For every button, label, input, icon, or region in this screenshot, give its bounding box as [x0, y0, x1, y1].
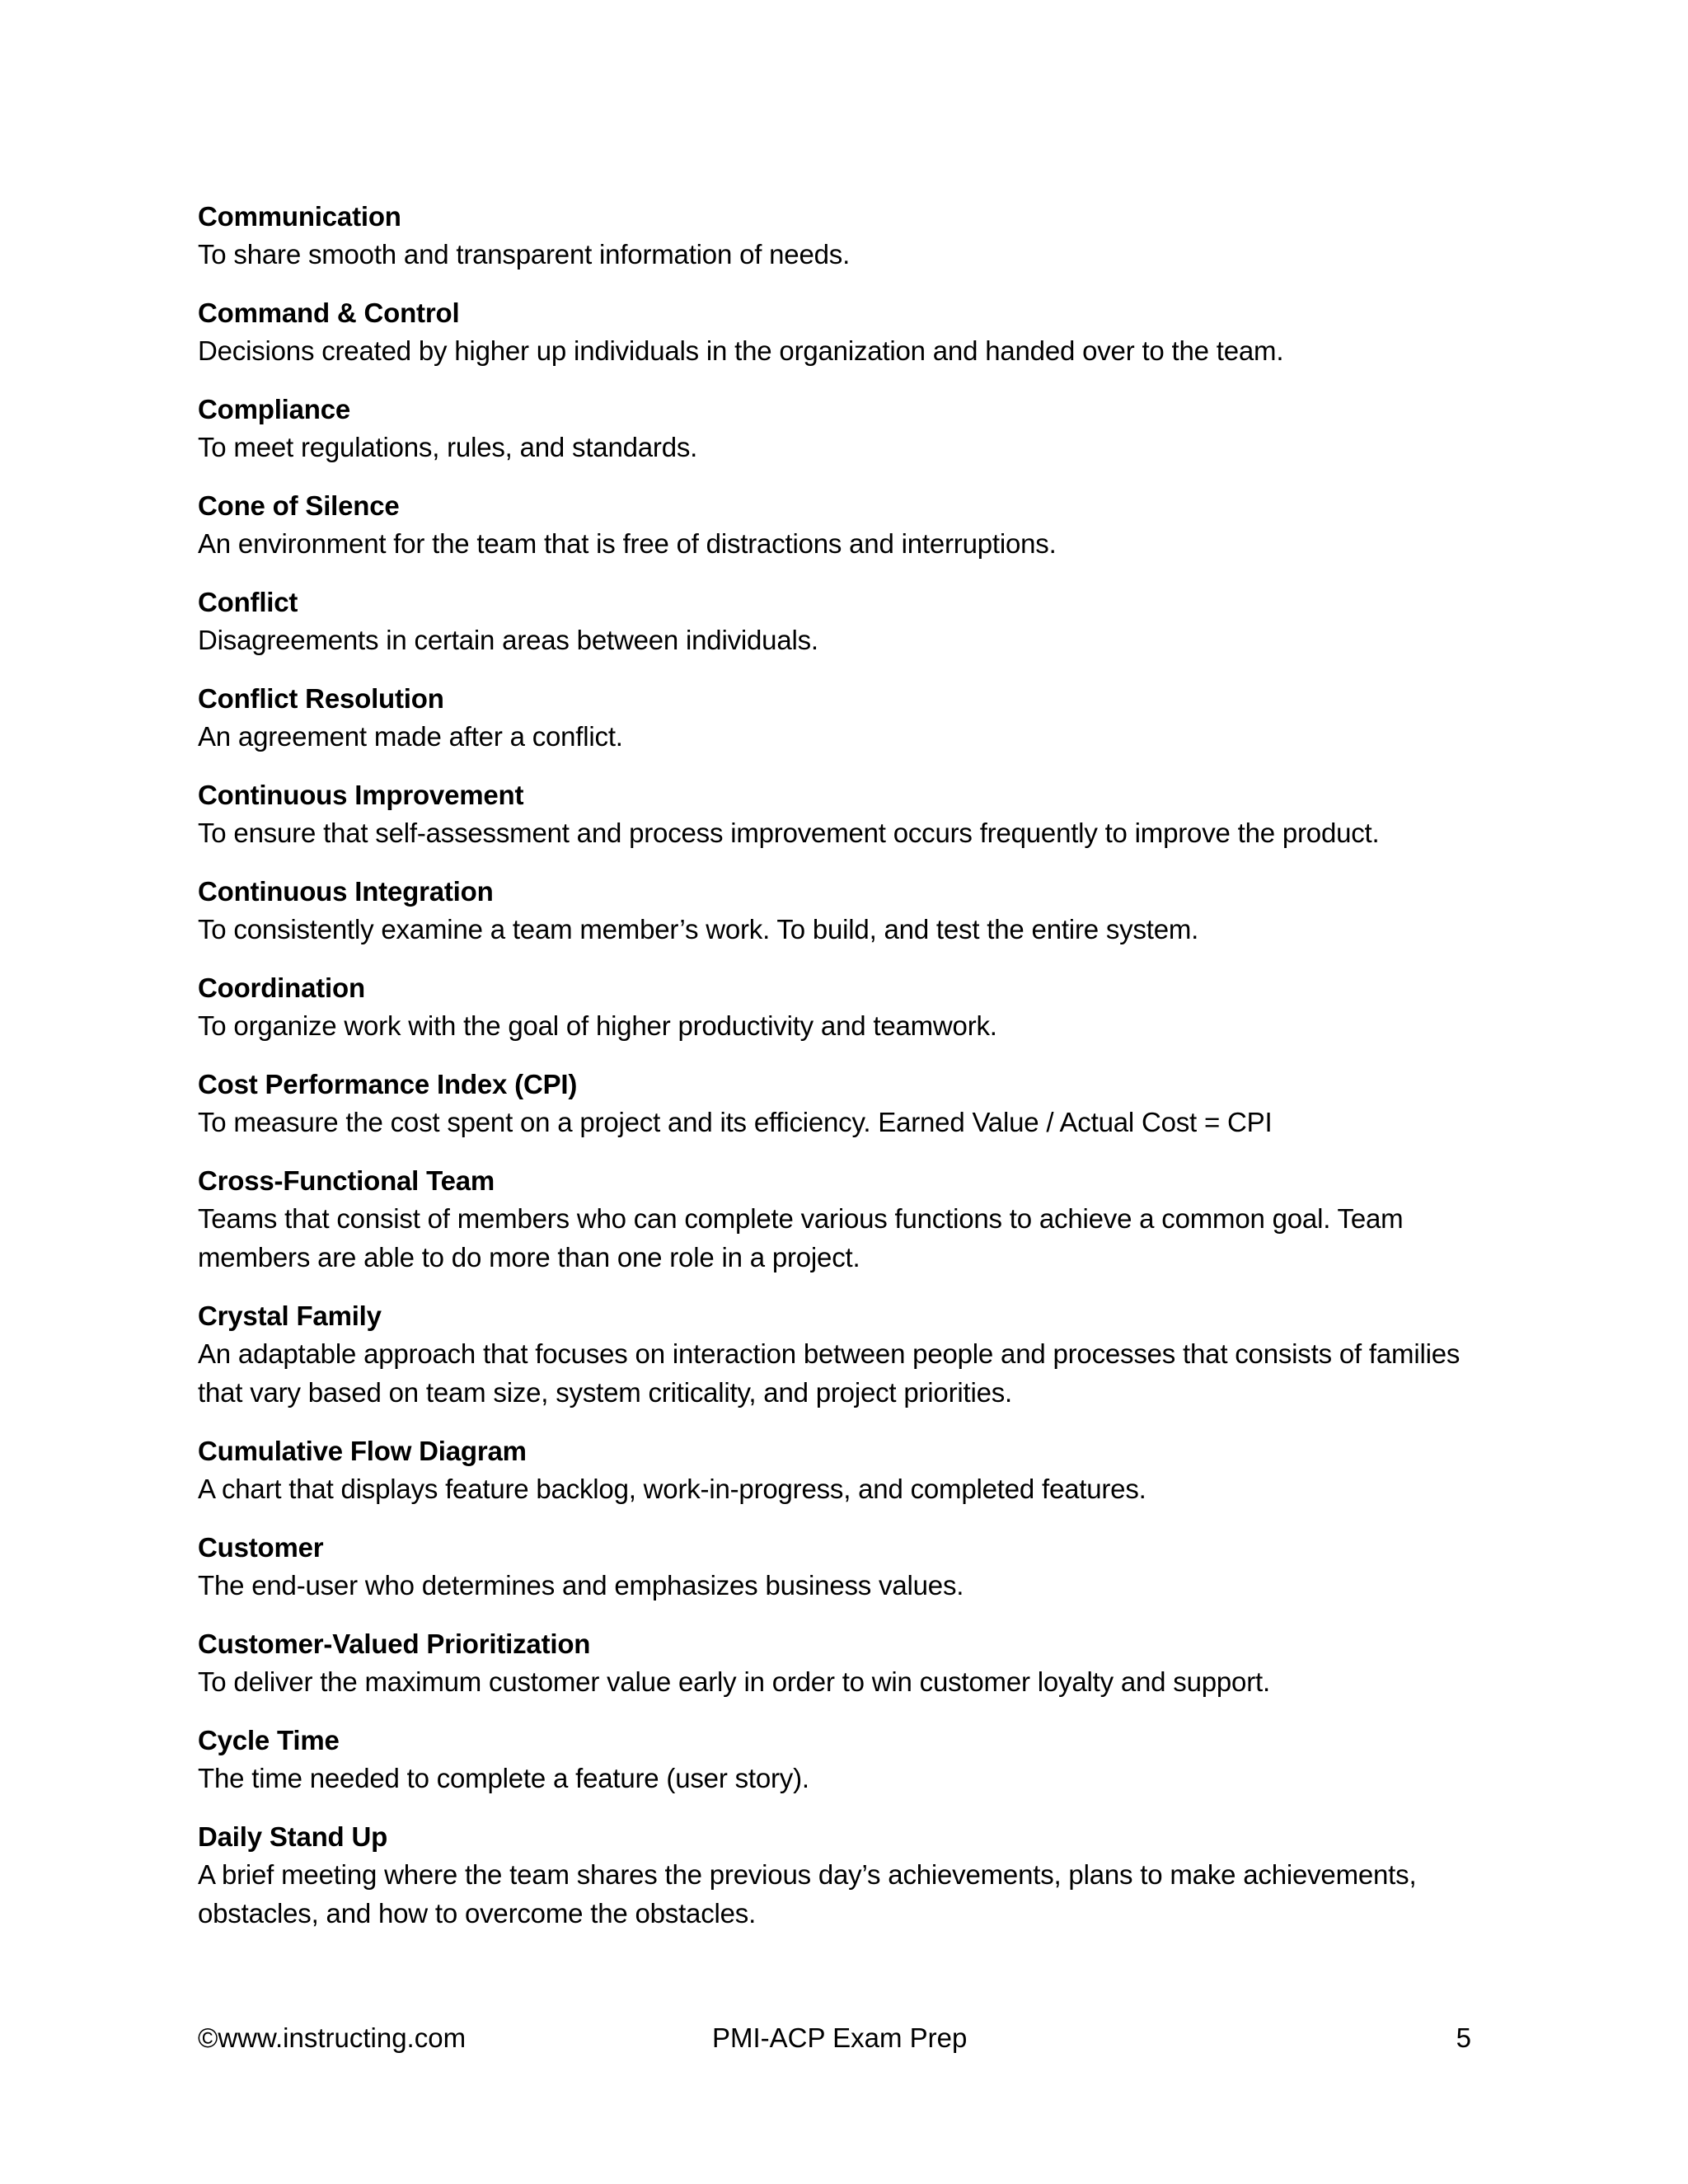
glossary-entry	[198, 1529, 1484, 1605]
glossary-definition: To organize work with the goal of higher productivity and teamwork.	[198, 1010, 997, 1041]
glossary-entry	[198, 776, 1484, 852]
glossary-term: Continuous Integration	[198, 876, 494, 907]
glossary-term: Cumulative Flow Diagram	[198, 1436, 527, 1466]
page-number: 5	[1456, 2022, 1471, 2053]
glossary-entry	[198, 583, 1484, 659]
glossary-definition: Decisions created by higher up individuals in the organization and handed over to the team.	[198, 335, 1284, 366]
glossary-term: Customer-Valued Prioritization	[198, 1629, 591, 1659]
glossary-definition: To consistently examine a team member’s work. To build, and test the entire system.	[198, 914, 1199, 944]
glossary-entry	[198, 1722, 1484, 1797]
glossary-term: Conflict Resolution	[198, 683, 444, 714]
glossary-definition: The end-user who determines and emphasizes business values.	[198, 1570, 964, 1601]
glossary-definition: To meet regulations, rules, and standards.	[198, 432, 698, 462]
glossary-definition: Teams that consist of members who can complete various functions to achieve a common goal. Team members are able to do more than one role in a project.	[198, 1203, 1404, 1272]
glossary-entry	[198, 1066, 1484, 1141]
glossary-definition: An agreement made after a conflict.	[198, 721, 623, 752]
glossary-definition: A chart that displays feature backlog, work-in-progress, and completed features.	[198, 1474, 1146, 1504]
footer-title: PMI-ACP Exam Prep	[712, 2022, 968, 2053]
glossary-definition: An environment for the team that is free of distractions and interruptions.	[198, 528, 1057, 559]
glossary-term: Command & Control	[198, 298, 460, 328]
glossary-definition: To share smooth and transparent information of needs.	[198, 239, 851, 269]
glossary-definition: An adaptable approach that focuses on interaction between people and processes that consists of families that vary based on team size, system criticality, and project priorities.	[198, 1338, 1461, 1408]
glossary-entry	[198, 198, 1484, 274]
glossary-term: Cross-Functional Team	[198, 1165, 495, 1196]
glossary-definition: To deliver the maximum customer value early in order to win customer loyalty and support.	[198, 1666, 1270, 1697]
glossary-term: Conflict	[198, 587, 298, 617]
glossary-term: Cycle Time	[198, 1725, 340, 1755]
glossary-entry	[198, 969, 1484, 1045]
glossary-entry	[198, 873, 1484, 949]
glossary-entry	[198, 680, 1484, 756]
glossary-term: Cone of Silence	[198, 490, 400, 521]
glossary-entry	[198, 294, 1484, 370]
glossary-entry	[198, 1625, 1484, 1701]
glossary-term: Crystal Family	[198, 1301, 382, 1331]
page-footer	[198, 2018, 1471, 2059]
glossary-entry	[198, 1162, 1484, 1277]
glossary-definition: To ensure that self-assessment and process improvement occurs frequently to improve the product.	[198, 818, 1380, 848]
glossary-term: Continuous Improvement	[198, 780, 524, 810]
glossary-term: Communication	[198, 201, 401, 232]
glossary-entry	[198, 1818, 1484, 1933]
glossary-definition: To measure the cost spent on a project and its efficiency. Earned Value / Actual Cost = CPI	[198, 1107, 1273, 1137]
glossary-entry	[198, 1297, 1484, 1412]
glossary-definition: A brief meeting where the team shares the previous day’s achievements, plans to make achievements, obstacles, and how to overcome the obstacles.	[198, 1859, 1417, 1929]
glossary-list	[198, 198, 1484, 1953]
glossary-term: Daily Stand Up	[198, 1821, 388, 1852]
glossary-definition: The time needed to complete a feature (user story).	[198, 1763, 809, 1793]
footer-copyright: ©www.instructing.com	[198, 2022, 467, 2053]
glossary-term: Cost Performance Index (CPI)	[198, 1069, 578, 1099]
glossary-entry	[198, 487, 1484, 563]
glossary-term: Customer	[198, 1532, 324, 1563]
glossary-term: Compliance	[198, 394, 351, 424]
glossary-term: Coordination	[198, 972, 365, 1003]
glossary-entry	[198, 1432, 1484, 1508]
glossary-definition: Disagreements in certain areas between individuals.	[198, 625, 818, 655]
glossary-entry	[198, 391, 1484, 466]
